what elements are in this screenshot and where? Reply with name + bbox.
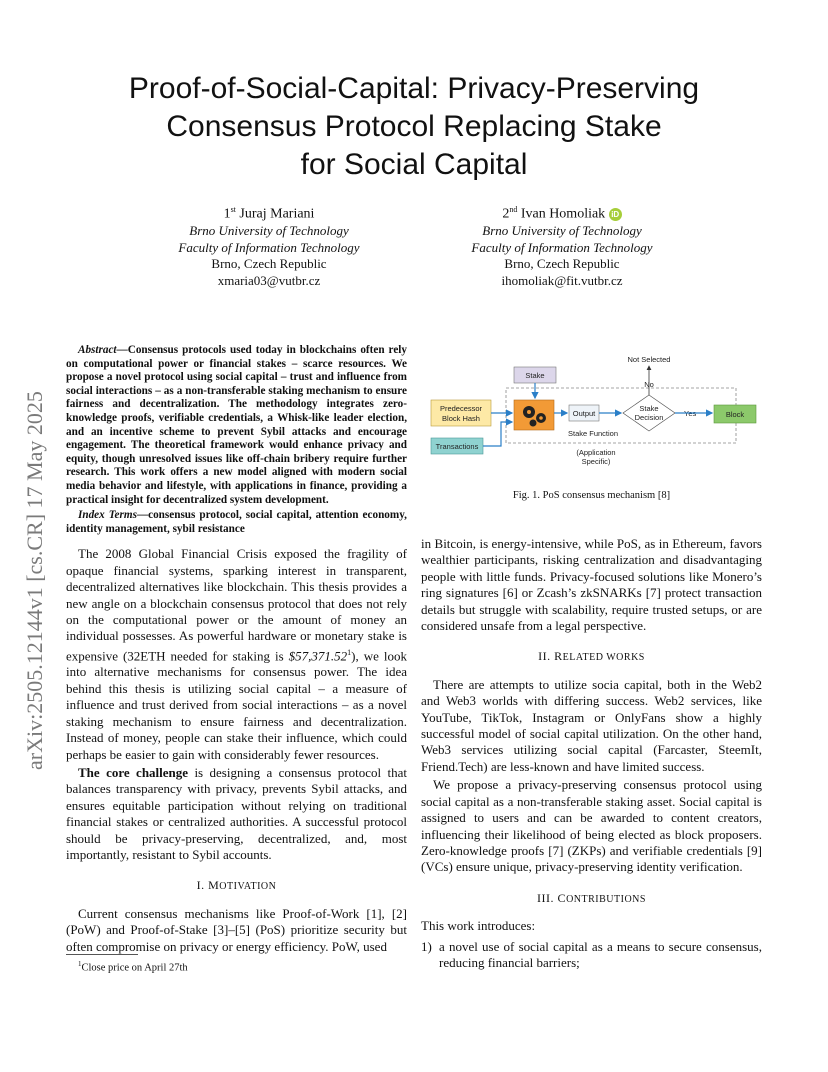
- svg-text:Stake Function: Stake Function: [567, 429, 619, 438]
- right-column: [421, 536, 762, 971]
- footnote: $^1$Close price on April 27th: [78, 960, 188, 974]
- title-line-2: Consensus Protocol Replacing Stake: [166, 110, 662, 143]
- section-heading-contributions: III. CONTRIBUTIONS: [537, 890, 646, 905]
- related-paragraph-1: There are attempts to utilize socia capital, both in the Web2 and Web3 worlds with differing success. Web2 services, like YouTube, TikTok, Instagram or OnlyFans show a highly successful model of social capital utilization. On the other hand, Web3 services utilizing social capital (Farcaster, SteemIt, Friend.Tech) are less-known and have limited success.: [421, 676, 762, 774]
- author-city: Brno, Czech Republic: [504, 256, 620, 272]
- section-heading-related-works: II. RELATED WORKS: [538, 649, 645, 664]
- index-terms: Index Terms—consensus protocol, social capital, attention economy, identity management, sybil resistance: [66, 509, 407, 535]
- title-line-3: for Social Capital: [300, 148, 528, 181]
- svg-text:No: No: [644, 380, 654, 389]
- paper-title: [60, 70, 768, 184]
- author-email[interactable]: xmaria03@vutbr.cz: [217, 272, 321, 288]
- left-column: [66, 344, 407, 955]
- footnote-rule: [66, 954, 138, 955]
- author-block-1: [119, 202, 419, 289]
- arxiv-identifier-stamp: [12, 300, 54, 770]
- list-item: 1) a novel use of social capital as a means to secure consensus, reducing financial barriers;: [421, 938, 762, 970]
- svg-text:Yes: Yes: [684, 409, 697, 418]
- svg-text:Stake: Stake: [639, 404, 659, 413]
- svg-text:Block: Block: [725, 410, 745, 419]
- orcid-icon[interactable]: iD: [609, 208, 622, 221]
- svg-text:Predecessor: Predecessor: [439, 404, 483, 413]
- arxiv-stamp-text: arXiv:2505.12144v1 [cs.CR] 17 May 2025: [22, 391, 47, 770]
- motivation-paragraph-continued: in Bitcoin, is energy-intensive, while PoS, as in Ethereum, favors wealthier participants, risking centralization and disadvantaging people with little funds. Privacy-focused solutions like Monero’s ring signatures [6] or Zcash’s zkSNARKs [7] protect transaction details but struggle with scalability, require trusted setups, or are considered unsafe from a legal perspective.: [421, 536, 762, 634]
- svg-text:(Application: (Application: [576, 448, 616, 457]
- intro-paragraph-2: The core challenge is designing a consensus protocol that balances transparency with privacy, prevents Sybil attacks, and ensures equitable participation without relying on traditional financial stakes or centralized authorities. A successful protocol should be privacy-preserving, decentralized, and, most importantly, resistant to Sybil accounts.: [66, 764, 407, 862]
- author-name: 1st Juraj Mariani: [223, 205, 315, 222]
- stake-label: Stake: [525, 371, 545, 380]
- author-university: Brno University of Technology: [482, 223, 642, 239]
- figure-caption: Fig. 1. PoS consensus mechanism [8]: [512, 490, 671, 501]
- svg-text:Output: Output: [572, 409, 596, 418]
- author-faculty: Faculty of Information Technology: [178, 239, 360, 255]
- related-paragraph-2: We propose a privacy-preserving consensus protocol using social capital as a non-transferable staking asset. Social capital is assigned to users and can be awarded to content creators, influencing their likelihood of being elected as block proposers. Zero-knowledge proofs [7] (ZKPs) and verifiable credentials [9] (VCs) ensure unique, privacy-preserving identity verification.: [421, 777, 762, 875]
- svg-text:Transactions: Transactions: [435, 442, 479, 451]
- author-block-2: [412, 202, 712, 289]
- section-heading-motivation: I. MOTIVATION: [196, 878, 277, 893]
- author-university: Brno University of Technology: [189, 223, 349, 239]
- author-city: Brno, Czech Republic: [211, 256, 327, 272]
- author-faculty: Faculty of Information Technology: [471, 239, 653, 255]
- svg-text:Block Hash: Block Hash: [442, 414, 480, 423]
- abstract: Abstract—Consensus protocols used today in blockchains often rely on computational power or financial stakes – scarce resources. We propose a novel protocol using social capital – trust and influence from social interactions – as a non-transferable staking mechanism to ensure fairness and decentralization. The methodology integrates zero-knowledge proofs, verifiable credentials, a Whisk-like leader election, and an incentive scheme to prevent Sybil attacks and encourage engagement. The theoretical framework would enhance privacy and equity, though unresolved issues like off-chain bribery require further research. This work offers a new model aligned with modern social media behavior and lifestyle, with applications in finance, providing a practical insight for decentralized system development.: [66, 344, 407, 506]
- figure-diagram: [421, 350, 771, 475]
- svg-text:Specific): Specific): [581, 457, 611, 466]
- author-email[interactable]: ihomoliak@fit.vutbr.cz: [501, 272, 623, 288]
- title-line-1: Proof-of-Social-Capital: Privacy-Preserving: [128, 72, 700, 105]
- motivation-paragraph: Current consensus mechanisms like Proof-of-Work [1], [2] (PoW) and Proof-of-Stake [3]–[5] (PoS) prioritize security but often compromise on privacy or energy efficiency. PoW, used: [66, 905, 407, 954]
- svg-text:Not Selected: Not Selected: [627, 355, 671, 364]
- contributions-intro: This work introduces:: [421, 918, 536, 934]
- figure-pos-consensus: [421, 350, 771, 475]
- author-name: 2nd Ivan Homoliak iD: [412, 202, 712, 223]
- contributions-list: [421, 939, 762, 972]
- svg-text:Decision: Decision: [634, 413, 664, 422]
- intro-paragraph-1: The 2008 Global Financial Crisis exposed the fragility of opaque financial systems, sparking interest in transparent, decentralized alternatives like blockchain. This thesis provides a new angle on a blockchain consensus protocol that does not rely on the computational power or the amount of money an individual possesses. As powerful hardware or monetary stake is expensive (32ETH needed for staking is $57,371.52$^1$), we look into alternative mechanisms for consensus power. The idea behind this thesis is utilizing social capital – a measure of influence and trust derived from social interactions – as a novel staking mechanism to ensure fairness and decentralization. Instead of money, people can stake their influence, which could perhaps be easier to gain with considerably fewer resources.: [66, 546, 407, 762]
